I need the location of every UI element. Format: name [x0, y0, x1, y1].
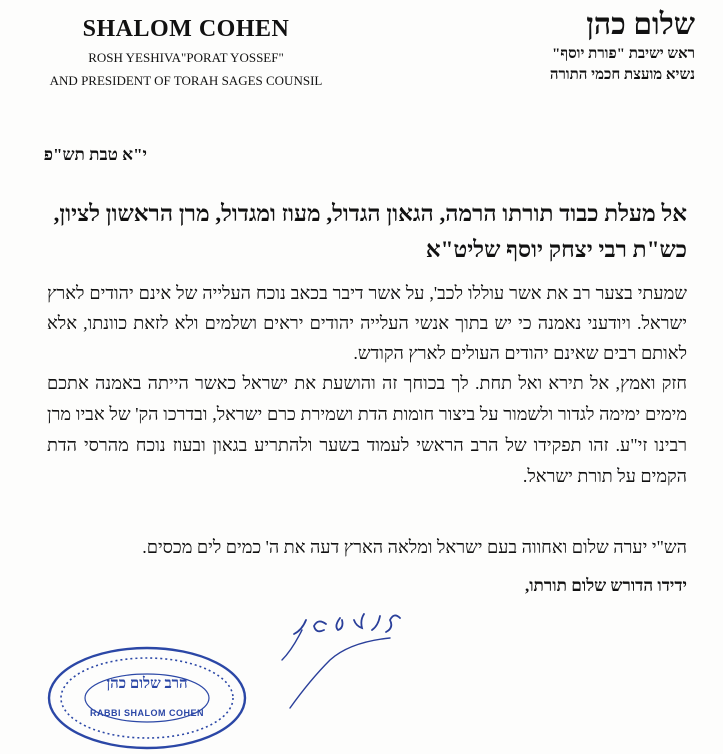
english-letterhead	[36, 16, 336, 89]
letter-paragraph-1: שמעתי בצער רב את אשר עוללו לכב', על אשר דיבר בכאב נוכח העלייה של אינם יהודים לארץ ישראל. ויודעני נאמנה כי יש בתוך אנשי העלייה יהודים יראים ושלמים ולא לזאת כוונתו, אלא לאותם רבים שאינם יהודים העולים לארץ הקודש.	[47, 283, 687, 363]
english-title-line-1: ROSH YESHIVA"PORAT YOSSEF"	[88, 50, 284, 65]
letter-paragraph-2: חזק ואמץ, אל תירא ואל תחת. לך בכוחך זה והושעת את ישראל כאשר הייתה באמנה אתכם מימים ימימה לגדור ולשמור על ביצור חומות הדת ושמירת כרם ישראל, ובדרכו הק' של אביו מרן רבינו זי"ע. זהו תפקידו של הרב הראשי לעמוד בשער ולהתריע בגאון ובעוז נוכח מהרסי הדת הקמים על תורת ישראל.	[47, 373, 687, 486]
stamp-english-text: RABBI SHALOM COHEN	[90, 708, 204, 718]
letter-address: אל מעלת כבוד תורתו הרמה, הגאון הגדול, מעוז ומגדול, מרן הראשון לציון, כש"ת רבי יצחק יוסף שליט"א	[53, 201, 687, 262]
hebrew-name: שלום כהן	[586, 8, 695, 41]
letter-date: י"א טבת תש"פ	[43, 145, 147, 164]
letter-closing: ידידו הדורש שלום תורתו,	[524, 576, 687, 595]
english-name: SHALOM COHEN	[82, 16, 290, 42]
english-title-line-2: AND PRESIDENT OF TORAH SAGES COUNSIL	[49, 73, 323, 88]
hebrew-letterhead	[435, 8, 695, 84]
letter-paragraph-3: הש"י יערה שלום ואחווה בעם ישראל ומלאה הארץ דעה את ה' כמים לים מכסים.	[142, 537, 687, 557]
handwritten-signature	[240, 600, 440, 710]
stamp-hebrew-text: הרב שלום כהן	[106, 676, 188, 692]
rabbi-seal-stamp	[44, 640, 250, 750]
hebrew-title-line-2: נשיא מועצת חכמי התורה	[549, 67, 695, 83]
hebrew-title-line-1: ראש ישיבת "פורת יוסף"	[552, 46, 695, 62]
